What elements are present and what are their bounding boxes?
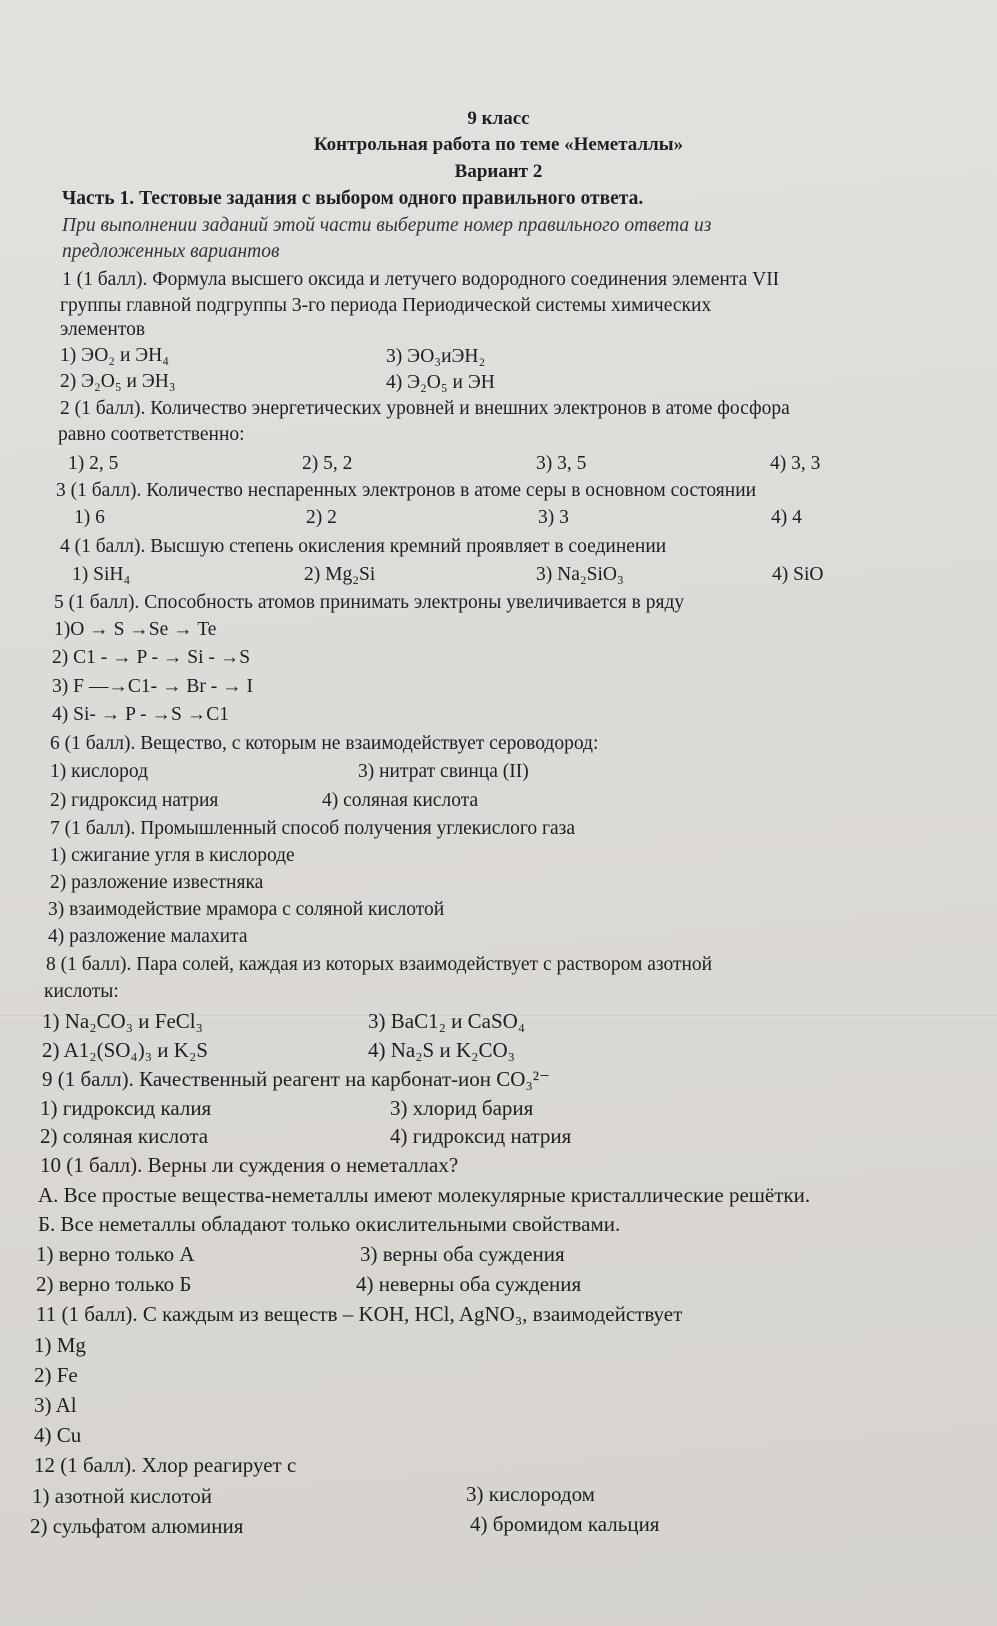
q3-answer-4: 4) 4: [771, 507, 802, 528]
q8-answer-1: 1) Na₂CO₃ и FeCl₃: [42, 1009, 203, 1033]
q11-answer-2: 2) Fe: [34, 1363, 78, 1387]
q4-answer-2: 2) Mg₂Si: [304, 564, 376, 585]
q12-text: 12 (1 балл). Хлор реагирует с: [34, 1453, 297, 1477]
q2-text-1: 2 (1 балл). Количество энергетических уровней и внешних электронов в атоме фосфора: [60, 398, 790, 419]
q2-answer-4: 4) 3, 3: [770, 453, 821, 474]
q9-answer-2: 2) соляная кислота: [40, 1124, 209, 1148]
q7-answer-1: 1) сжигание угля в кислороде: [50, 845, 295, 866]
q2-text-2: равно соответственно:: [58, 424, 245, 445]
q5-answer-2: 2) C1 - → P - → Si - →S: [52, 647, 251, 668]
q1-answer-1: 1) ЭО₂ и ЭН₄: [60, 345, 170, 366]
instruction-line-1: При выполнении заданий этой части выберите номер правильного ответа из: [62, 215, 712, 236]
q2-answer-3: 3) 3, 5: [536, 453, 587, 474]
q8-answer-4: 4) Na₂S и K₂CO₃: [368, 1038, 515, 1062]
q3-answer-2: 2) 2: [306, 507, 337, 528]
q2-answer-2: 2) 5, 2: [302, 453, 353, 474]
q5-answer-3: 3) F —→C1- → Br - → I: [52, 676, 253, 697]
variant-heading: Вариант 2: [454, 161, 543, 182]
q11-answer-1: 1) Mg: [34, 1333, 86, 1357]
q11-answer-3: 3) Al: [34, 1393, 77, 1417]
q7-answer-2: 2) разложение известняка: [50, 872, 264, 893]
q1-answer-2: 2) Э₂О₅ и ЭН₃: [60, 371, 176, 392]
q5-answer-4: 4) Si- → P - →S →C1: [52, 704, 229, 725]
q6-text: 6 (1 балл). Вещество, с которым не взаимодействует сероводород:: [50, 733, 599, 754]
q1-text-2: группы главной подгруппы 3-го периода Периодической системы химических: [60, 295, 712, 316]
q10-statement-b: Б. Все неметаллы обладают только окислительными свойствами.: [38, 1212, 621, 1236]
q12-answer-3: 3) кислородом: [466, 1482, 595, 1506]
q10-text: 10 (1 балл). Верны ли суждения о неметаллах?: [40, 1153, 459, 1177]
q12-answer-1: 1) азотной кислотой: [32, 1484, 212, 1508]
q3-text: 3 (1 балл). Количество неспаренных электронов в атоме серы в основном состоянии: [56, 480, 757, 501]
q9-text: 9 (1 балл). Качественный реагент на карбонат-ион CO₃²⁻: [42, 1067, 551, 1091]
test-title: Контрольная работа по теме «Неметаллы»: [313, 134, 684, 155]
part-title: Часть 1. Тестовые задания с выбором одного правильного ответа.: [62, 188, 644, 209]
grade-heading: 9 класс: [467, 108, 530, 129]
q1-answer-4: 4) Э₂О₅ и ЭН: [386, 372, 495, 393]
q8-answer-2: 2) A1₂(SO₄)₃ и K₂S: [42, 1038, 208, 1062]
q9-answer-1: 1) гидроксид калия: [40, 1096, 212, 1120]
q2-answer-1: 1) 2, 5: [68, 453, 119, 474]
q8-answer-3: 3) BaC1₂ и CaSO₄: [368, 1009, 526, 1033]
q8-text-1: 8 (1 балл). Пара солей, каждая из которых взаимодействует с раствором азотной: [46, 954, 713, 975]
q10-answer-3: 3) верны оба суждения: [360, 1242, 565, 1266]
q5-answer-1: 1)О → S →Se → Te: [54, 619, 217, 640]
q4-text: 4 (1 балл). Высшую степень окисления кремний проявляет в соединении: [60, 536, 667, 557]
q6-answer-2: 2) гидроксид натрия: [50, 790, 219, 811]
q11-text: 11 (1 балл). С каждым из веществ – KOH, HCl, AgNO₃, взаимодействует: [36, 1302, 683, 1326]
q8-text-2: кислоты:: [44, 981, 119, 1002]
q1-answer-3: 3) ЭО₃иЭН₂: [386, 346, 486, 367]
q3-answer-3: 3) 3: [538, 507, 569, 528]
q7-answer-3: 3) взаимодействие мрамора с соляной кислотой: [48, 899, 445, 920]
q1-text-3: элементов: [60, 319, 146, 340]
q9-answer-4: 4) гидроксид натрия: [390, 1124, 572, 1148]
q7-text: 7 (1 балл). Промышленный способ получения углекислого газа: [50, 818, 575, 839]
q10-answer-2: 2) верно только Б: [36, 1272, 192, 1296]
q6-answer-3: 3) нитрат свинца (II): [358, 761, 529, 782]
q5-text: 5 (1 балл). Способность атомов принимать электроны увеличивается в ряду: [54, 592, 685, 613]
q7-answer-4: 4) разложение малахита: [48, 926, 248, 947]
q1-text-1: 1 (1 балл). Формула высшего оксида и летучего водородного соединения элемента VII: [62, 269, 780, 290]
q3-answer-1: 1) 6: [74, 507, 105, 528]
q9-answer-3: 3) хлорид бария: [390, 1096, 534, 1120]
q4-answer-1: 1) SiH₄: [72, 564, 131, 585]
q10-statement-a: А. Все простые вещества-неметаллы имеют молекулярные кристаллические решётки.: [38, 1183, 811, 1207]
q6-answer-1: 1) кислород: [50, 761, 149, 782]
q10-answer-4: 4) неверны оба суждения: [356, 1272, 582, 1296]
q4-answer-3: 3) Na₂SiO₃: [536, 564, 624, 585]
q12-answer-4: 4) бромидом кальция: [470, 1512, 660, 1536]
q4-answer-4: 4) SiO: [772, 564, 824, 585]
q12-answer-2: 2) сульфатом алюминия: [30, 1514, 244, 1538]
q6-answer-4: 4) соляная кислота: [322, 790, 479, 811]
q11-answer-4: 4) Cu: [34, 1423, 82, 1447]
instruction-line-2: предложенных вариантов: [62, 241, 280, 262]
q10-answer-1: 1) верно только А: [36, 1242, 195, 1266]
